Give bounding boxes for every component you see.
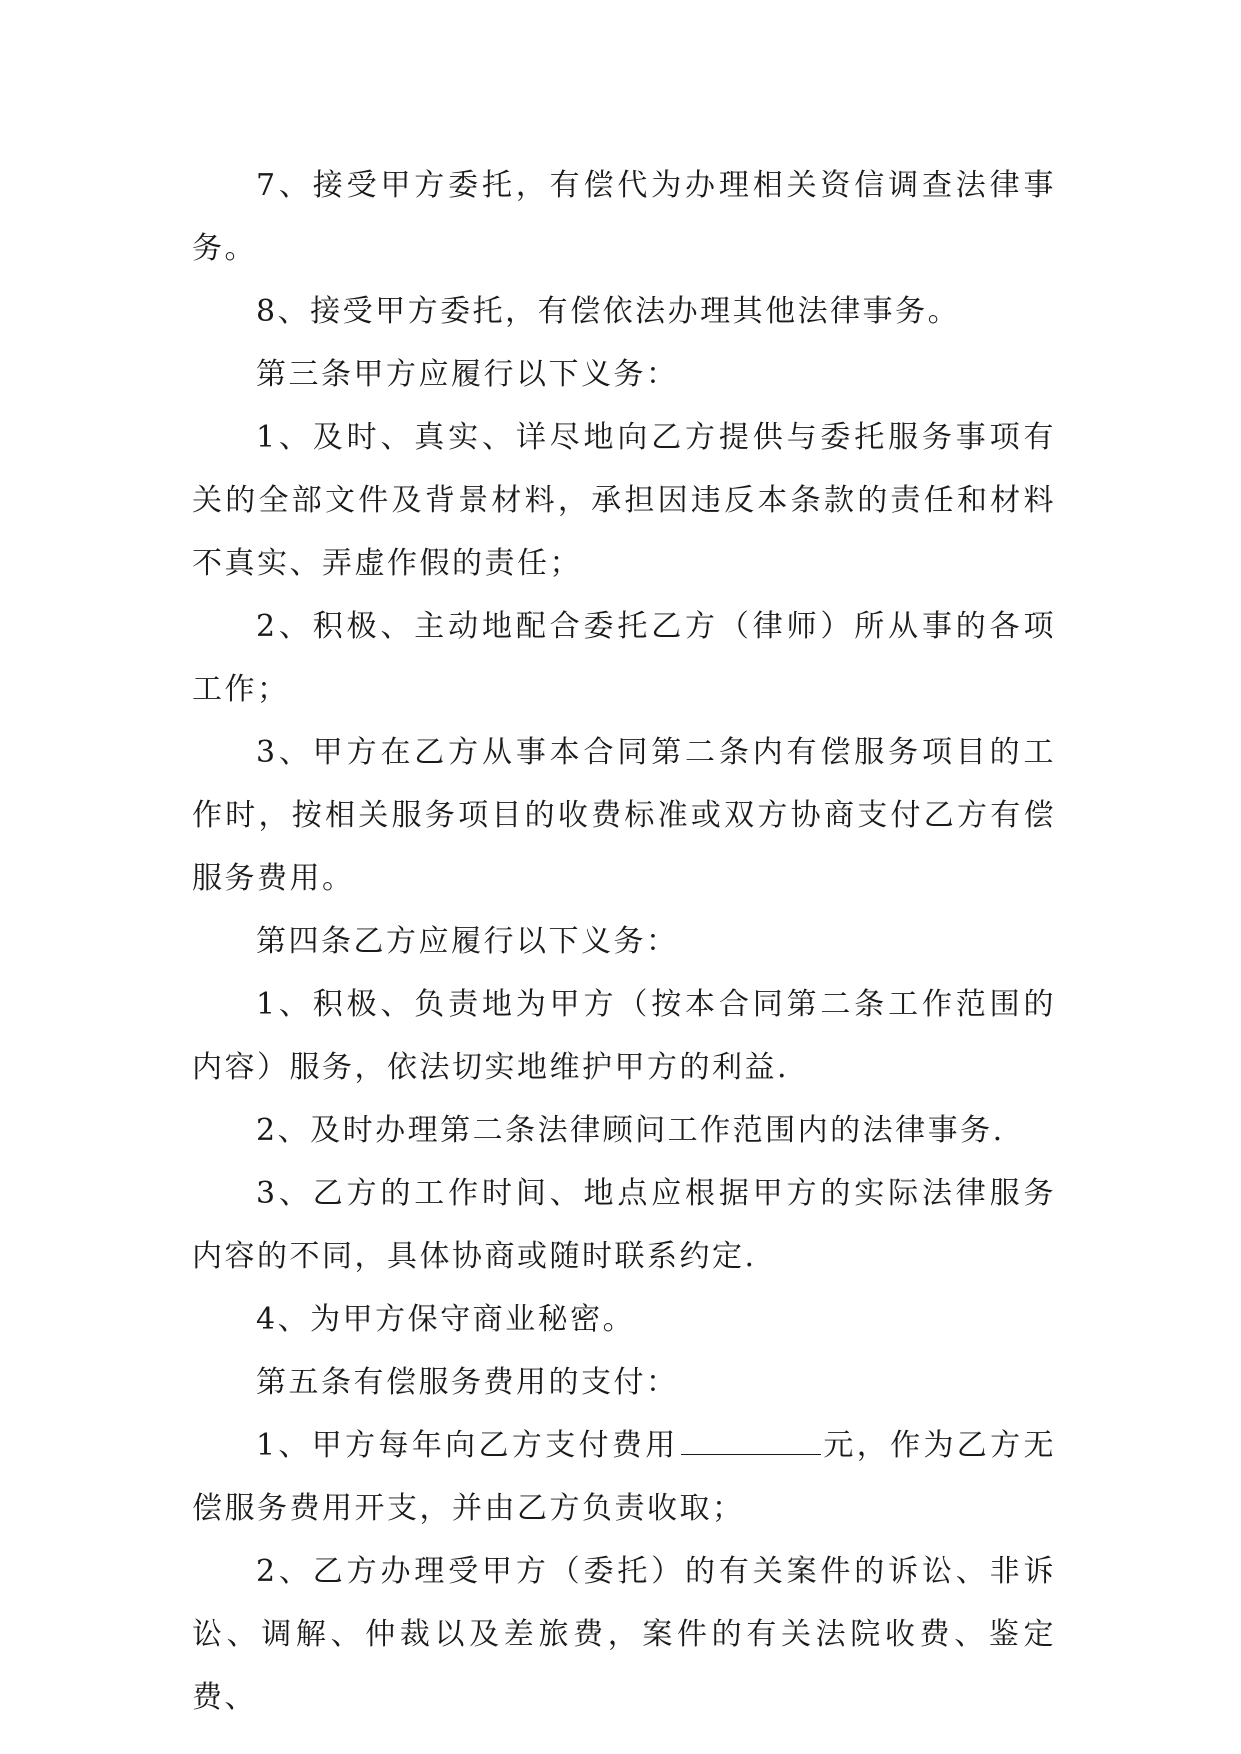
article-3-item-3: 3、甲方在乙方从事本合同第二条内有偿服务项目的工作时，按相关服务项目的收费标准或双方协商支付乙方有偿服务费用。 <box>192 735 1056 896</box>
article-3-item-1: 1、及时、真实、详尽地向乙方提供与委托服务事项有关的全部文件及背景材料，承担因违反本条款的责任和材料不真实、弄虚作假的责任； <box>192 420 1056 581</box>
fee-amount-blank <box>681 1428 821 1455</box>
article-4-item-2: 2、及时办理第二条法律顾问工作范围内的法律事务. <box>256 1113 1005 1148</box>
article-3-heading: 第三条甲方应履行以下义务： <box>256 357 679 392</box>
payment-text-after: 元，作为乙方无偿服务费用开支，并由乙方负责收取； <box>192 1428 1056 1526</box>
article-4-item-3: 3、乙方的工作时间、地点应根据甲方的实际法律服务内容的不同，具体协商或随时联系约定. <box>192 1176 1056 1274</box>
paragraph-clause-8: 8、接受甲方委托，有偿依法办理其他法律事务。 <box>256 294 961 329</box>
article-4-item-4: 4、为甲方保守商业秘密。 <box>256 1302 636 1337</box>
article-5-item-2: 2、乙方办理受甲方（委托）的有关案件的诉讼、非诉讼、调解、仲裁以及差旅费，案件的有关法院收费、鉴定费、 <box>192 1554 1056 1715</box>
payment-text-before: 1、甲方每年向乙方支付费用 <box>256 1428 679 1463</box>
article-4-heading: 第四条乙方应履行以下义务： <box>256 924 679 959</box>
article-3-item-2: 2、积极、主动地配合委托乙方（律师）所从事的各项工作； <box>192 609 1056 707</box>
article-5-heading: 第五条有偿服务费用的支付： <box>256 1365 679 1400</box>
article-5-item-1 <box>192 1414 1056 1540</box>
article-4-item-1: 1、积极、负责地为甲方（按本合同第二条工作范围的内容）服务，依法切实地维护甲方的利益. <box>192 987 1056 1085</box>
document-body <box>192 154 1056 1729</box>
paragraph-clause-7: 7、接受甲方委托，有偿代为办理相关资信调查法律事务。 <box>192 168 1056 266</box>
